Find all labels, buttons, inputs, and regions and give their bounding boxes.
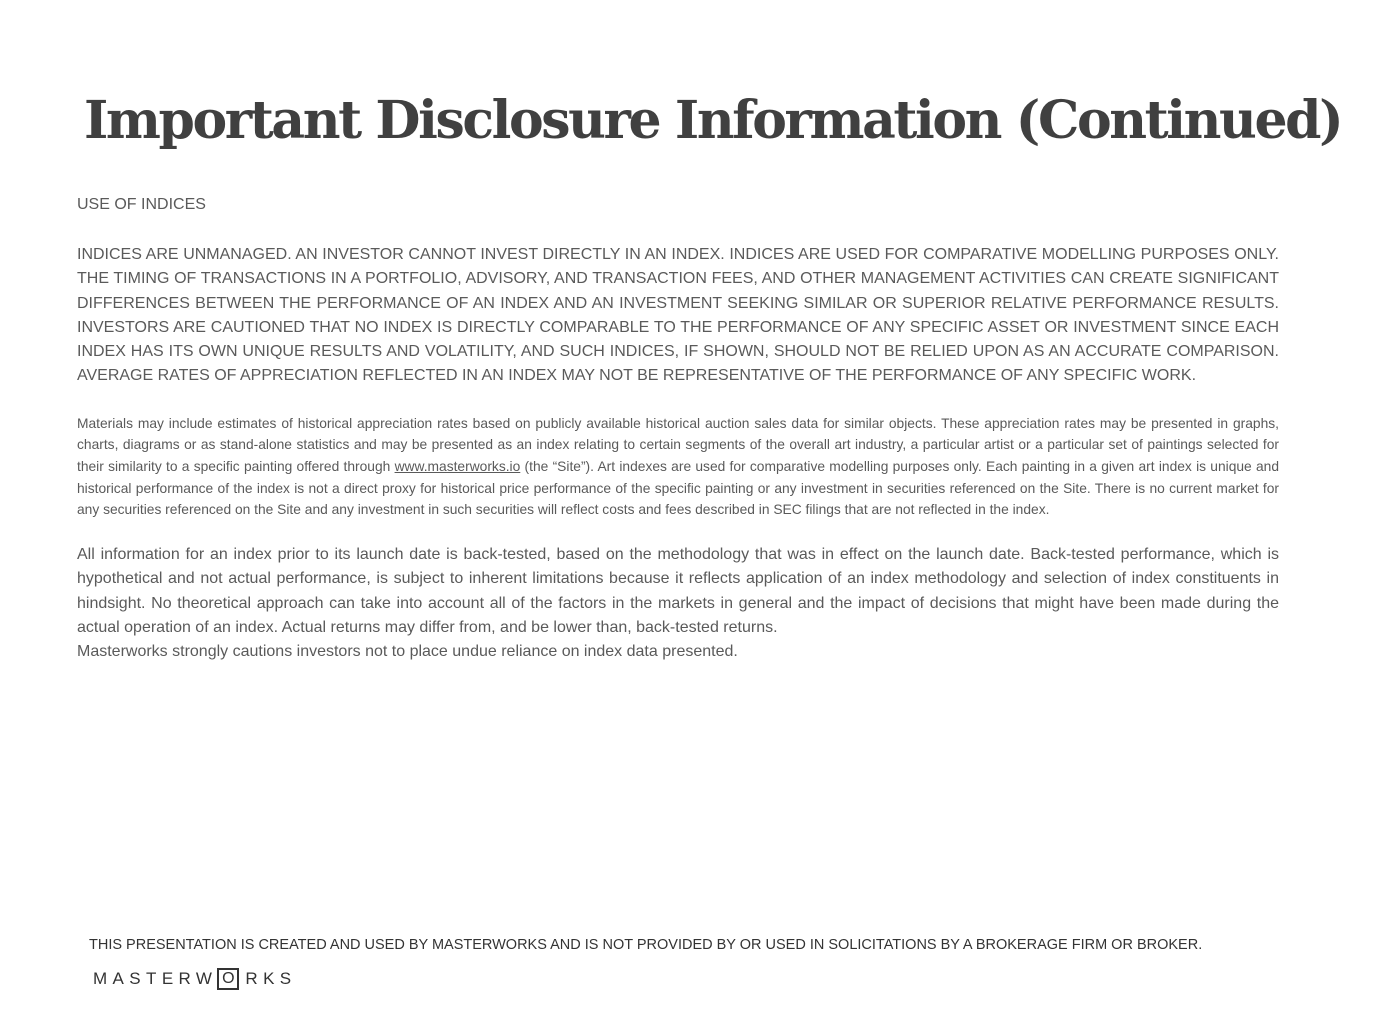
logo-boxed-letter: O	[217, 968, 239, 990]
disclosure-content	[77, 194, 1279, 665]
section-heading: USE OF INDICES	[77, 196, 206, 213]
footer-note: THIS PRESENTATION IS CREATED AND USED BY MASTERWORKS AND IS NOT PROVIDED BY OR USED IN SOLICITATIONS BY A BROKERAGE FIRM OR BROKER.	[89, 937, 1203, 953]
materials-text-after-link: (the “Site”). Art indexes are used for comparative modelling purposes only. Each painting in a given art index is unique and historical performance of the index is not a direct proxy for historical price performance of the specific painting or any investment in securities referenced on the Site. There is no current market for any securities referenced on the Site and any investment in such securities will reflect costs and fees described in SEC filings that are not reflected in the index.	[77, 458, 1279, 518]
page-title: Important Disclosure Information (Continued)	[84, 90, 1342, 151]
masterworks-logo	[93, 967, 297, 991]
materials-paragraph	[77, 413, 1279, 521]
backtest-paragraph: All information for an index prior to its launch date is back-tested, based on the methodology that was in effect on the launch date. Back-tested performance, which is hypothetical and not actual performance, is subject to inherent limitations because it reflects application of an index methodology and selection of index constituents in hindsight. No theoretical approach can take into account all of the factors in the markets in general and the impact of decisions that might have been made during the actual operation of an index. Actual returns may differ from, and be lower than, back-tested returns.	[77, 545, 1279, 636]
materials-text-before-link: Materials may include estimates of historical appreciation rates based on publicly available historical auction sales data for similar objects. These appreciation rates may be presented in graphs, charts, diagrams or as stand-alone statistics and may be presented as an index relating to certain segments of the overall art industry, a particular artist or a particular set of paintings selected for their similarity to a specific painting offered through	[77, 415, 1279, 474]
logo-text-end: RKS	[245, 969, 297, 988]
logo-text-start: MASTERW	[93, 969, 218, 988]
caution-line: Masterworks strongly cautions investors not to place undue reliance on index data presented.	[77, 643, 738, 661]
masterworks-site-link[interactable]: www.masterworks.io	[394, 458, 521, 474]
indices-paragraph: INDICES ARE UNMANAGED. AN INVESTOR CANNOT INVEST DIRECTLY IN AN INDEX. INDICES ARE USED FOR COMPARATIVE MODELLING PURPOSES ONLY. THE TIMING OF TRANSACTIONS IN A PORTFOLIO, ADVISORY, AND TRANSACTION FEES, AND OTHER MANAGEMENT ACTIVITIES CAN CREATE SIGNIFICANT DIFFERENCES BETWEEN THE PERFORMANCE OF AN INDEX AND AN INVESTMENT SEEKING SIMILAR OR SUPERIOR RELATIVE PERFORMANCE RESULTS. INVESTORS ARE CAUTIONED THAT NO INDEX IS DIRECTLY COMPARABLE TO THE PERFORMANCE OF ANY SPECIFIC ASSET OR INVESTMENT SINCE EACH INDEX HAS ITS OWN UNIQUE RESULTS AND VOLATILITY, AND SUCH INDICES, IF SHOWN, SHOULD NOT BE RELIED UPON AS AN ACCURATE COMPARISON. AVERAGE RATES OF APPRECIATION REFLECTED IN AN INDEX MAY NOT BE REPRESENTATIVE OF THE PERFORMANCE OF ANY SPECIFIC WORK.	[77, 246, 1279, 385]
